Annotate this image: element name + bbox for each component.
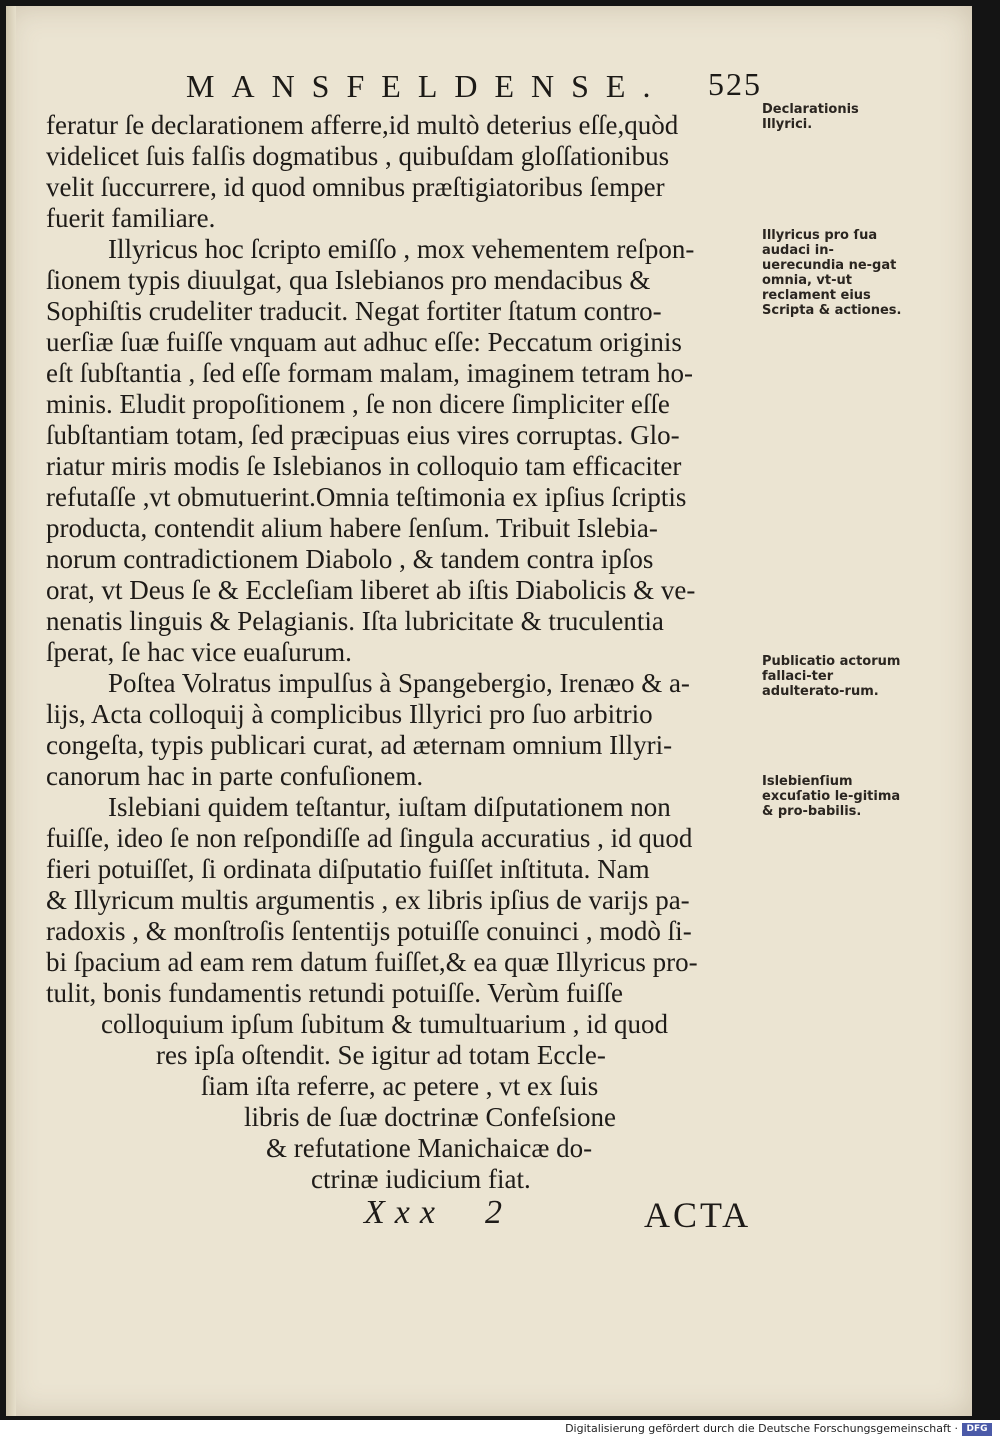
text-line: videlicet ſuis falſis dogmatibus , quibuſdam gloſſationibus [46,141,670,171]
credit-bar [0,1420,1000,1440]
margin-note: Declarationis Illyrici. [762,102,859,132]
text-line: bi ſpacium ad eam rem datum fuiſſet,& ea quæ Illyricus pro- [46,947,698,977]
text-line: ſubſtantiam totam, ſed præcipuas eius vires corruptas. Glo- [46,420,680,450]
margin-note: Islebienſium excuſatio le-gitima & pro-babilis. [762,774,901,819]
text-line: tulit, bonis fundamentis retundi potuiſſe. Verùm fuiſſe [46,978,623,1008]
text-line: fuiſſe, ideo ſe non reſpondiſſe ad ſingula accuratius , id quod [46,823,693,853]
text-line: orat, vt Deus ſe & Eccleſiam liberet ab iſtis Diabolicis & ve- [46,575,696,605]
credit-text: Digitalisierung gefördert durch die Deutsche Forschungsgemeinschaft · [565,1422,958,1435]
signature-letters: Xxx [364,1194,445,1231]
text-line: norum contradictionem Diabolo , & tandem contra ipſos [46,544,654,574]
text-line: lijs, Acta colloquij à complicibus Illyrici pro ſuo arbitrio [46,699,653,729]
text-line: ſionem typis diuulgat, qua Islebianos pro mendacibus & [46,265,651,295]
text-line: colloquium ipſum ſubitum & tumultuarium , id quod [101,1009,668,1039]
margin-note: Publicatio actorum fallaci-ter adulterato-rum. [762,654,901,699]
text-line: congeſta, typis publicari curat, ad æternam omnium Illyri- [46,730,673,760]
signature-number: 2 [484,1194,512,1231]
page-footer [364,1194,794,1235]
tapered-ending [46,1009,776,1195]
text-line: uerſiæ ſuæ fuiſſe vnquam aut adhuc eſſe: Peccatum originis [46,327,682,357]
signature-mark [364,1194,512,1231]
text-line: canorum hac in parte confuſionem. [46,761,424,791]
margin-note: Illyricus pro ſua audaci in-uerecundia ne-gat omnia, vt-ut reclament eius Scripta & actiones. [762,228,902,318]
text-line: & refutatione Manichaicæ do- [266,1133,593,1163]
page-edge [6,6,16,1416]
text-line: Islebiani quidem teſtantur, iuſtam diſputationem non [108,792,671,822]
text-line: ſiam iſta referre, ac petere , vt ex ſuis [201,1071,599,1101]
text-line: Illyricus hoc ſcripto emiſſo , mox vehementem reſpon- [108,234,695,264]
text-line: radoxis , & monſtroſis ſententijs potuiſſe conuinci , modò ſi- [46,916,692,946]
main-text [46,110,776,1195]
catchword: ACTA [644,1195,752,1235]
text-line: res ipſa oſtendit. Se igitur ad totam Eccle- [156,1040,606,1070]
text-line: fuerit familiare. [46,203,216,233]
text-line: eſt ſubſtantia , ſed eſſe formam malam, imaginem tetram ho- [46,358,694,388]
text-line: fieri potuiſſet, ſi ordinata diſputatio fuiſſet inſtituta. Nam [46,854,650,884]
text-line: & Illyricum multis argumentis , ex libris ipſius de varijs pa- [46,885,690,915]
text-line: libris de ſuæ doctrinæ Confeſsione [244,1102,616,1132]
running-title: MANSFELDENSE. [186,68,668,104]
text-line: ctrinæ iudicium fiat. [311,1164,531,1194]
text-line: refutaſſe ,vt obmutuerint.Omnia teſtimonia ex ipſius ſcriptis [46,482,687,512]
text-line: Sophiſtis crudeliter traducit. Negat fortiter ſtatum contro- [46,296,662,326]
text-line: riatur miris modis ſe Islebianos in colloquio tam efficaciter [46,451,682,481]
text-line: Poſtea Volratus impulſus à Spangebergio, Irenæo & a- [108,668,690,698]
text-line: ſperat, ſe hac vice euaſurum. [46,637,352,667]
page-number: 525 [708,66,762,102]
text-line: velit ſuccurrere, id quod omnibus præſtigiatoribus ſemper [46,172,665,202]
dfg-logo: DFG [962,1423,992,1436]
book-page [6,6,972,1416]
text-line: feratur ſe declarationem afferre,id multò deterius eſſe,quòd [46,110,679,140]
text-line: nenatis linguis & Pelagianis. Iſta lubricitate & truculentia [46,606,664,636]
text-line: producta, contendit alium habere ſenſum. Tribuit Islebia- [46,513,658,543]
text-line: minis. Eludit propoſitionem , ſe non dicere ſimpliciter eſſe [46,389,670,419]
